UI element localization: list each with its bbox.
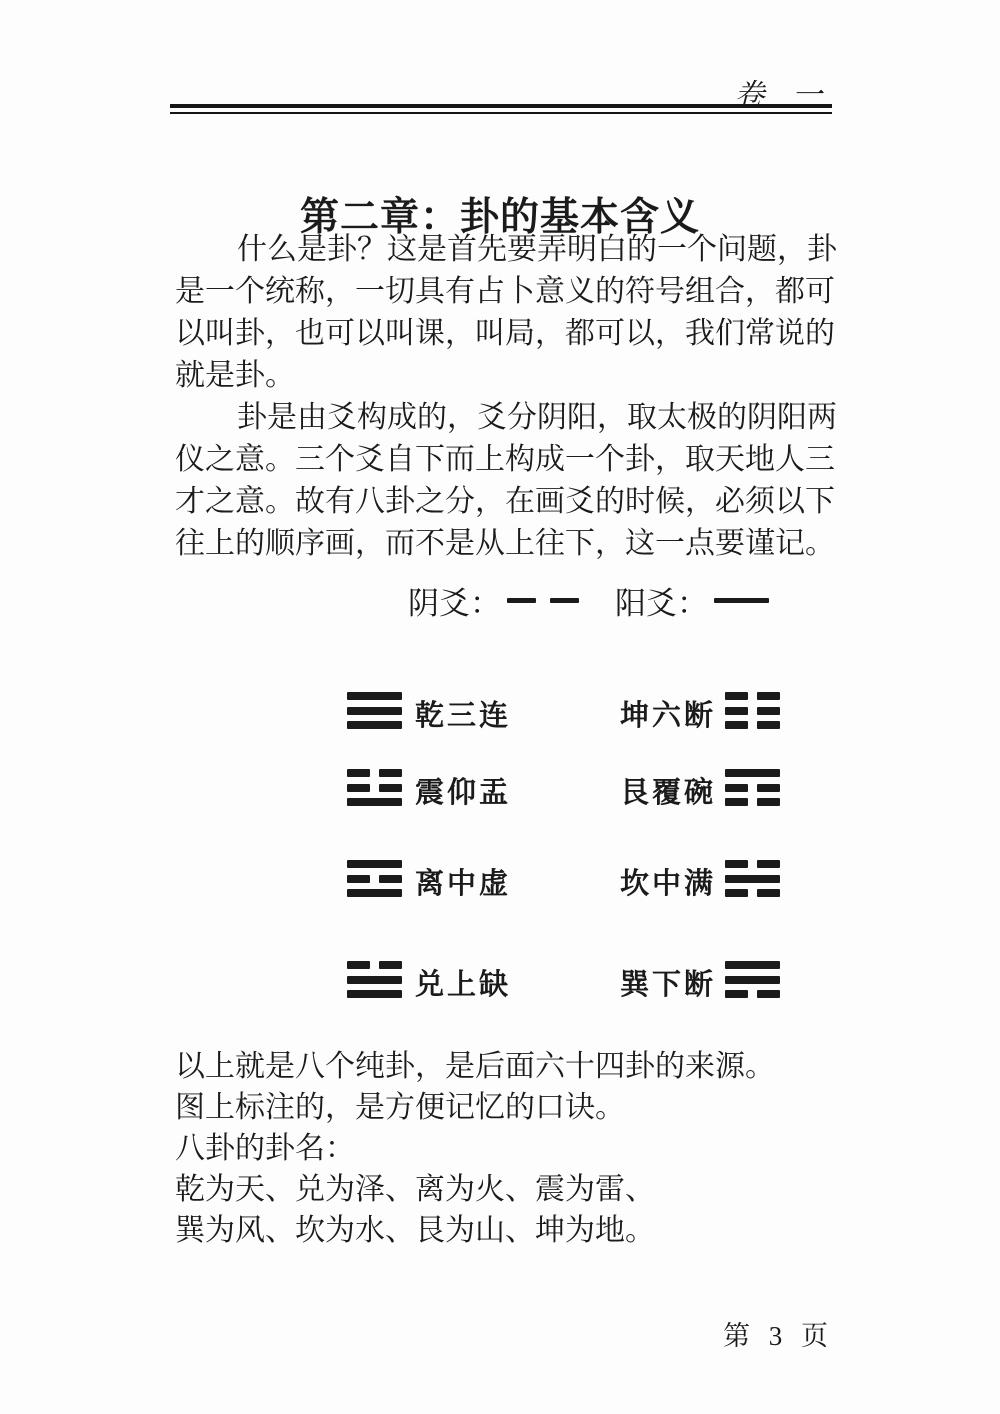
body-text [175,229,865,565]
text-line: 图上标注的，是方便记忆的口诀。 [175,1091,625,1124]
trigram-xun-symbol [725,961,780,998]
text-line: 以叫卦，也可以叫课，叫局，都可以，我们常说的 [175,317,835,350]
text-line: 巽为风、坎为水、艮为山、坤为地。 [175,1214,655,1247]
yang-yao-symbol [714,598,769,603]
trigram-gen-label: 艮覆碗 [620,777,717,809]
text-line: 仪之意。三个爻自下而上构成一个卦，取天地人三 [175,443,835,476]
yin-yao-bar [550,598,579,603]
yao-legend [408,578,769,623]
volume-label: 卷 一 [734,79,832,112]
paragraph-1 [175,229,865,397]
header-rule [170,104,832,114]
page-number: 第 3 页 [723,1321,834,1351]
trigram-row [347,860,780,898]
trigram-zhen-symbol [347,769,402,806]
trigram-row [347,961,780,999]
text-line: 才之意。故有八卦之分，在画爻的时候，必须以下 [175,485,835,518]
yang-yao-label: 阳爻： [615,586,708,621]
text-line: 以上就是八个纯卦，是后面六十四卦的来源。 [175,1050,775,1083]
text-line: 往上的顺序画，而不是从上往下，这一点要谨记。 [175,527,835,560]
chapter-title: 第二章：卦的基本含义 [299,196,700,240]
trigram-xun-label: 巽下断 [620,969,717,1001]
trigram-dui-label: 兑上缺 [415,969,512,1001]
text-line: 卦是由爻构成的，爻分阴阳，取太极的阴阳两 [237,401,837,434]
text-line: 就是卦。 [175,359,295,392]
trigram-zhen-label: 震仰盂 [415,777,512,809]
trigram-row [347,769,780,807]
trigram-kun-symbol [725,692,780,729]
text-line: 什么是卦？这是首先要弄明白的一个问题，卦 [237,233,837,266]
paragraph-2 [175,397,865,565]
trigram-qian-symbol [347,692,402,729]
trigram-kan-label: 坎中满 [620,868,717,900]
trigram-row [347,692,780,730]
trigram-qian-label: 乾三连 [415,700,512,732]
yin-yao-symbol [507,598,579,603]
trigram-kun-label: 坤六断 [620,700,717,732]
text-line: 乾为天、兑为泽、离为火、震为雷、 [175,1173,655,1206]
trigram-li-symbol [347,860,402,897]
trigram-gen-symbol [725,769,780,806]
yin-yao-label: 阴爻： [408,586,501,621]
trigram-li-label: 离中虚 [415,868,512,900]
text-line: 八卦的卦名： [175,1132,355,1165]
trigram-dui-symbol [347,961,402,998]
text-line: 是一个统称，一切具有占卜意义的符号组合，都可 [175,275,835,308]
closing-text [175,1046,775,1251]
yang-yao-bar [714,598,769,603]
yin-yao-bar [507,598,536,603]
trigram-kan-symbol [725,860,780,897]
trigram-grid [347,692,780,1000]
